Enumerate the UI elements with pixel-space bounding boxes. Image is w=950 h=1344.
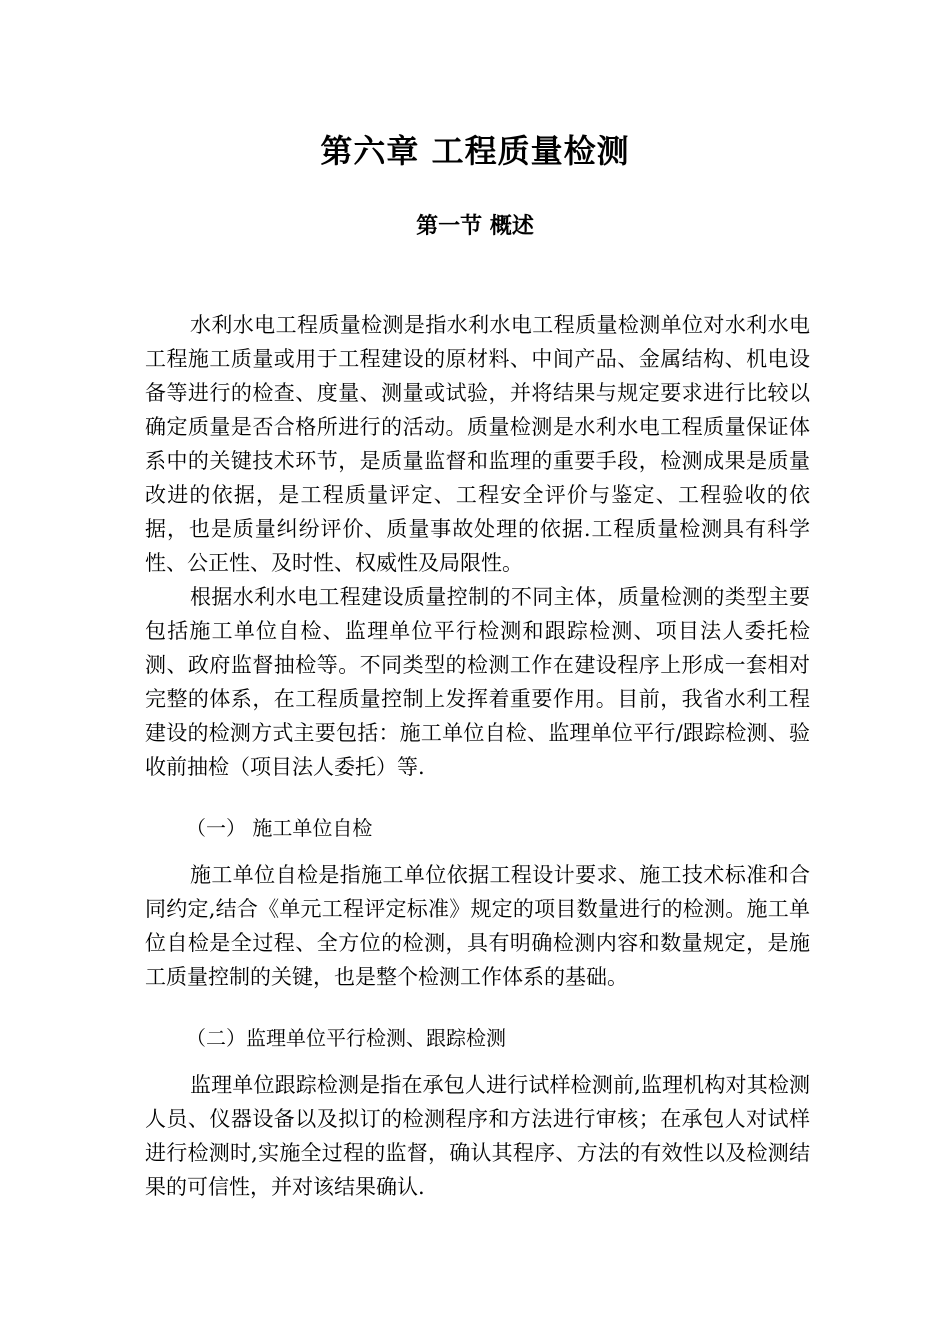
paragraph-definition: 水利水电工程质量检测是指水利水电工程质量检测单位对水利水电工程施工质量或用于工程建设的原材料、中间产品、金属结构、机电设备等进行的检查、度量、测量或试验，并将结果与规定要求进行比较以确定质量是否合格所进行的活动。质量检测是水利水电工程质量保证体系中的关键技术环节，是质量监督和监理的重要手段，检测成果是质量改进的依据，是工程质量评定、工程安全评价与鉴定、工程验收的依据，也是质量纠纷评价、质量事故处理的依据.工程质量检测具有科学性、公正性、及时性、权威性及局限性。 xyxy=(145,313,810,575)
section-title: 第一节 概述 xyxy=(416,214,534,239)
sub-heading-supervision-inspection: （二）监理单位平行检测、跟踪检测 xyxy=(186,1026,506,1050)
paragraph-supervision-tracking: 监理单位跟踪检测是指在承包人进行试样检测前,监理机构对其检测人员、仪器设备以及拟订的检测程序和方法进行审核；在承包人对试样进行检测时,实施全过程的监督，确认其程序、方法的有效性以及检测结果的可信性，并对该结果确认. xyxy=(145,1073,810,1199)
sub-heading-contractor-self-inspection: （一） 施工单位自检 xyxy=(186,816,373,840)
paragraph-inspection-types: 根据水利水电工程建设质量控制的不同主体，质量检测的类型主要包括施工单位自检、监理单位平行检测和跟踪检测、项目法人委托检测、政府监督抽检等。不同类型的检测工作在建设程序上形成一套相对完整的体系，在工程质量控制上发挥着重要作用。目前，我省水利工程建设的检测方式主要包括：施工单位自检、监理单位平行/跟踪检测、验收前抽检（项目法人委托）等. xyxy=(145,585,810,779)
chapter-title: 第六章 工程质量检测 xyxy=(320,132,630,170)
paragraph-contractor-self-inspection: 施工单位自检是指施工单位依据工程设计要求、施工技术标准和合同约定,结合《单元工程评定标准》规定的项目数量进行的检测。施工单位自检是全过程、全方位的检测，具有明确检测内容和数量规定，是施工质量控制的关键，也是整个检测工作体系的基础。 xyxy=(145,863,810,989)
